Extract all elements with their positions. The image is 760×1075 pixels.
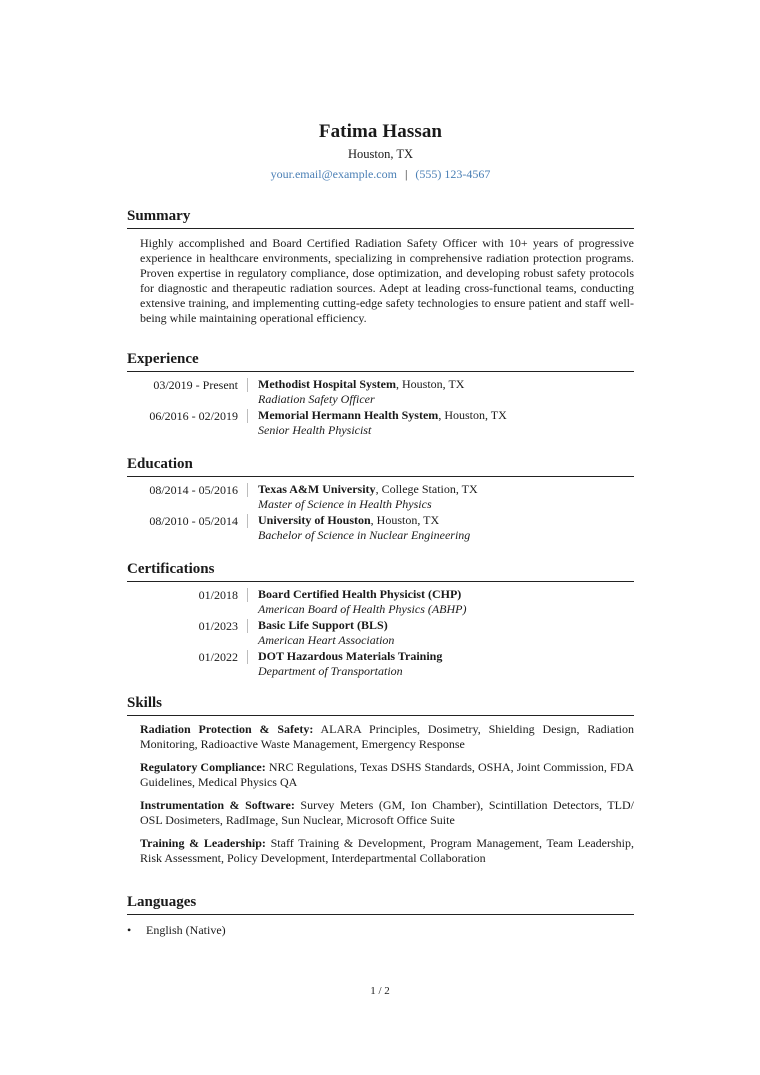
candidate-name: Fatima Hassan xyxy=(318,121,443,142)
entry-place: , College Station, TX xyxy=(375,482,478,496)
entry-date: 08/2014 - 05/2016 xyxy=(127,483,248,497)
section-title-languages: Languages xyxy=(127,894,634,915)
skill-label: Radiation Protection & Safety: xyxy=(140,722,314,736)
certification-issuer: American Heart Association xyxy=(258,633,395,647)
entry-role: Radiation Safety Officer xyxy=(258,392,375,406)
experience-entry xyxy=(127,377,634,407)
skill-group xyxy=(140,836,634,866)
email-link[interactable]: your.email@example.com xyxy=(270,167,397,181)
phone-link[interactable]: (555) 123-4567 xyxy=(415,167,491,181)
skill-text: ALARA Principles, Dosimetry, Shielding Design, Radiation Monitoring, Radioactive Waste Management, Emergency Response xyxy=(140,722,634,751)
skill-label: Training & Leadership: xyxy=(140,836,266,850)
education-section xyxy=(127,456,634,543)
language-item: • English (Native) xyxy=(127,923,634,938)
summary-text: Highly accomplished and Board Certified Radiation Safety Officer with 10+ years of progressive experience in healthcare environments, specializing in comprehensive radiation protection programs. Proven expertise in regulatory compliance, dose optimization, and developing robust safety protocols for diagnostic and therapeutic radiation sources. Adept at leading cross-functional teams, conducting extensive training, and implementing cutting-edge safety technologies to ensure patient and staff well-being while maintaining operational efficiency. xyxy=(140,236,634,325)
entry-date: 01/2022 xyxy=(127,650,248,664)
certification-issuer: Department of Transportation xyxy=(258,664,403,678)
skill-label: Instrumentation & Software: xyxy=(140,798,295,812)
section-title-skills: Skills xyxy=(127,695,634,716)
entry-organization: Memorial Hermann Health System xyxy=(258,408,439,422)
contact-line xyxy=(127,167,634,182)
page-number: 1 / 2 xyxy=(370,985,390,997)
section-title-experience: Experience xyxy=(127,351,634,372)
languages-section xyxy=(127,894,634,938)
certification-name: Basic Life Support (BLS) xyxy=(258,618,388,632)
skill-group xyxy=(140,722,634,752)
experience-entry xyxy=(127,408,634,438)
skill-label: Regulatory Compliance: xyxy=(140,760,266,774)
certification-name: DOT Hazardous Materials Training xyxy=(258,649,443,663)
certification-issuer: American Board of Health Physics (ABHP) xyxy=(258,602,467,616)
education-entry xyxy=(127,513,634,543)
entry-place: , Houston, TX xyxy=(370,513,440,527)
certification-entry xyxy=(127,649,634,679)
entry-date: 01/2018 xyxy=(127,588,248,602)
summary-section xyxy=(127,208,634,325)
languages-list xyxy=(127,923,634,938)
entry-organization: Texas A&M University xyxy=(258,482,376,496)
entry-date: 06/2016 - 02/2019 xyxy=(127,409,248,423)
skill-text: NRC Regulations, Texas DSHS Standards, OSHA, Joint Commission, FDA Guidelines, Medical Physics QA xyxy=(140,760,634,789)
section-title-certifications: Certifications xyxy=(127,561,634,582)
contact-separator: | xyxy=(404,167,408,181)
skill-group xyxy=(140,760,634,790)
skill-group xyxy=(140,798,634,828)
entry-place: , Houston, TX xyxy=(396,377,465,391)
section-title-summary: Summary xyxy=(127,208,634,229)
entry-date: 01/2023 xyxy=(127,619,248,633)
experience-section xyxy=(127,351,634,438)
entry-organization: Methodist Hospital System xyxy=(258,377,396,391)
entry-place: , Houston, TX xyxy=(438,408,507,422)
skills-section xyxy=(127,695,634,866)
entry-date: 08/2010 - 05/2014 xyxy=(127,514,248,528)
candidate-location: Houston, TX xyxy=(347,147,414,161)
certifications-section xyxy=(127,561,634,679)
entry-degree: Bachelor of Science in Nuclear Engineering xyxy=(258,528,471,542)
entry-degree: Master of Science in Health Physics xyxy=(258,497,432,511)
skill-text: Survey Meters (GM, Ion Chamber), Scintillation Detectors, TLD/ OSL Dosimeters, RadImage, Sun Nuclear, Microsoft Office Suite xyxy=(140,798,635,827)
entry-date: 03/2019 - Present xyxy=(127,378,248,392)
entry-role: Senior Health Physicist xyxy=(258,423,372,437)
section-title-education: Education xyxy=(127,456,634,477)
skill-text: Staff Training & Development, Program Management, Team Leadership, Risk Assessment, Policy Development, Interdepartmental Collaboration xyxy=(140,836,634,865)
certification-entry xyxy=(127,587,634,617)
entry-organization: University of Houston xyxy=(258,513,371,527)
resume-header xyxy=(127,121,634,182)
certification-entry xyxy=(127,618,634,648)
education-entry xyxy=(127,482,634,512)
certification-name: Board Certified Health Physicist (CHP) xyxy=(258,587,462,601)
